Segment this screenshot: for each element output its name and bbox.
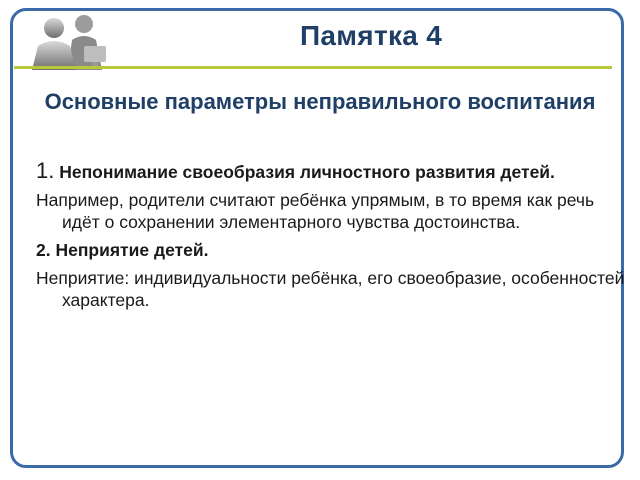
slide-heading: Основные параметры неправильного воспитания	[44, 89, 596, 114]
list-item-number: 1.	[36, 158, 55, 183]
people-silhouette-icon	[22, 10, 112, 70]
list-item-1	[36, 160, 626, 183]
title-divider	[14, 66, 612, 69]
slide-title: Памятка 4	[300, 20, 443, 51]
example-paragraph: Например, родители считают ребёнка упрямым, в то время как речь идёт о сохранении элементарного чувства достоинства.	[36, 190, 595, 232]
slide-content	[36, 160, 626, 317]
list-item-text: Непонимание своеобразия личностного развития детей.	[54, 162, 555, 182]
list-item-2: 2. Неприятие детей.	[36, 240, 209, 260]
explanation-paragraph: Неприятие: индивидуальности ребёнка, его своеобразие, особенностей характера.	[36, 268, 625, 310]
